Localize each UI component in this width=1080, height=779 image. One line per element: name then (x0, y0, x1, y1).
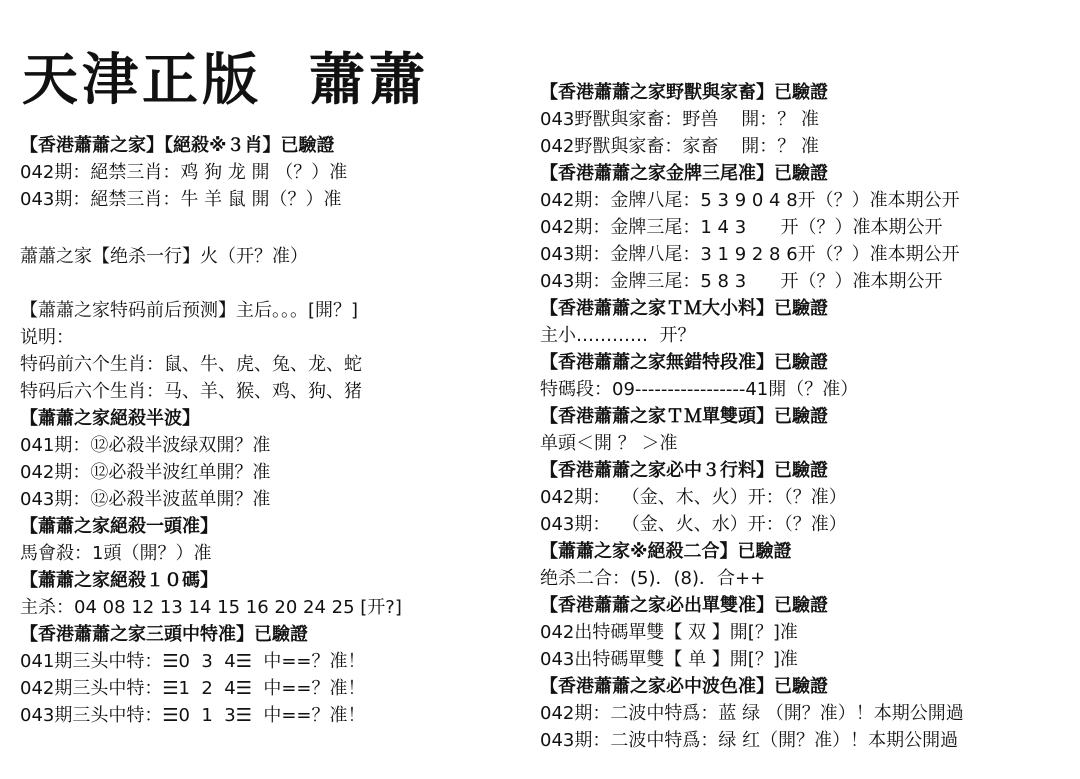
text-line-left-4: 【蕭蕭之家特码前后预测】主后。。。[開？] (20, 300, 359, 321)
text-line-right-4: 042期：金牌八尾：5 3 9 0 4 8开（？）准本期公开 (540, 190, 960, 211)
text-line-left-9: 041期：⑫必殺半波绿双開？准 (20, 435, 271, 456)
section-header-right-14: 【香港蕭蕭之家必中３行料】已驗證 (540, 460, 828, 481)
text-line-left-2: 043期：絕禁三肖：牛 羊 鼠 開（？）准 (20, 189, 342, 210)
text-line-right-21: 043出特碼單雙【 单 】開[？]准 (540, 649, 798, 670)
page-title: 天津正版 蕭蕭 (22, 47, 429, 113)
text-line-left-6: 特码前六个生肖：鼠、牛、虎、兔、龙、蛇 (20, 354, 362, 375)
text-line-left-1: 042期：絕禁三肖：鸡 狗 龙 開 （？）准 (20, 162, 348, 183)
section-header-right-19: 【香港蕭蕭之家必出單雙准】已驗證 (540, 595, 828, 616)
text-line-right-2: 042野獸與家畜：家畜 開：？ 准 (540, 136, 819, 157)
text-line-left-19: 043期三头中特：☰0 1 3☰ 中==？准！ (20, 705, 366, 726)
section-header-right-12: 【香港蕭蕭之家ＴＭ單雙頭】已驗證 (540, 406, 828, 427)
text-line-right-5: 042期：金牌三尾：1 4 3 开（？）准本期公开 (540, 217, 943, 238)
section-header-left-14: 【蕭蕭之家絕殺１０碼】 (20, 570, 218, 591)
section-header-right-0: 【香港蕭蕭之家野獸與家畜】已驗證 (540, 82, 828, 103)
text-line-right-1: 043野獸與家畜：野兽 開：？ 准 (540, 109, 819, 130)
section-header-left-8: 【蕭蕭之家絕殺半波】 (20, 408, 200, 429)
text-line-right-7: 043期：金牌三尾：5 8 3 开（？）准本期公开 (540, 271, 943, 292)
text-line-right-11: 特碼段：09-----------------41開（？准） (540, 379, 859, 400)
text-line-right-23: 042期：二波中特爲：蓝 绿 （開？准）！本期公開過 (540, 703, 964, 724)
section-header-right-22: 【香港蕭蕭之家必中波色准】已驗證 (540, 676, 828, 697)
text-line-left-15: 主杀：04 08 12 13 14 15 16 20 24 25 [开?] (20, 597, 402, 618)
text-line-right-13: 单頭＜開 ？ ＞准 (540, 433, 678, 454)
text-line-left-3: 蕭蕭之家【绝杀一行】火（开？准） (20, 246, 308, 267)
section-header-right-10: 【香港蕭蕭之家無錯特段准】已驗證 (540, 352, 828, 373)
text-line-right-20: 042出特碼單雙【 双 】開[？]准 (540, 622, 798, 643)
section-header-right-3: 【香港蕭蕭之家金牌三尾准】已驗證 (540, 163, 828, 184)
text-line-left-13: 馬會殺：1頭（開？）准 (20, 543, 212, 564)
section-header-left-0: 【香港蕭蕭之家】【絕殺※３肖】已驗證 (20, 135, 335, 156)
text-line-right-24: 043期：二波中特爲：绿 红（開？准）！本期公開過 (540, 730, 959, 751)
text-line-right-18: 绝杀二合：(5)．(8)．合++ (540, 568, 766, 589)
text-line-left-10: 042期：⑫必殺半波红单開？准 (20, 462, 271, 483)
text-line-left-18: 042期三头中特：☰1 2 4☰ 中==？准！ (20, 678, 366, 699)
section-header-left-16: 【香港蕭蕭之家三頭中特准】已驗證 (20, 624, 308, 645)
text-line-right-16: 043期： （金、火、水）开：（？准） (540, 514, 847, 535)
text-line-right-15: 042期： （金、木、火）开：（？准） (540, 487, 847, 508)
text-line-left-11: 043期：⑫必殺半波蓝单開？准 (20, 489, 271, 510)
text-line-left-17: 041期三头中特：☰0 3 4☰ 中==？准！ (20, 651, 366, 672)
section-header-left-12: 【蕭蕭之家絕殺一頭准】 (20, 516, 218, 537)
text-line-right-9: 主小………… 开？ (540, 325, 696, 346)
text-line-right-6: 043期：金牌八尾：3 1 9 2 8 6开（？）准本期公开 (540, 244, 960, 265)
text-line-left-5: 说明： (20, 327, 74, 348)
section-header-right-8: 【香港蕭蕭之家ＴＭ大小料】已驗證 (540, 298, 828, 319)
section-header-right-17: 【蕭蕭之家※絕殺二合】已驗證 (540, 541, 792, 562)
text-line-left-7: 特码后六个生肖：马、羊、猴、鸡、狗、猪 (20, 381, 362, 402)
